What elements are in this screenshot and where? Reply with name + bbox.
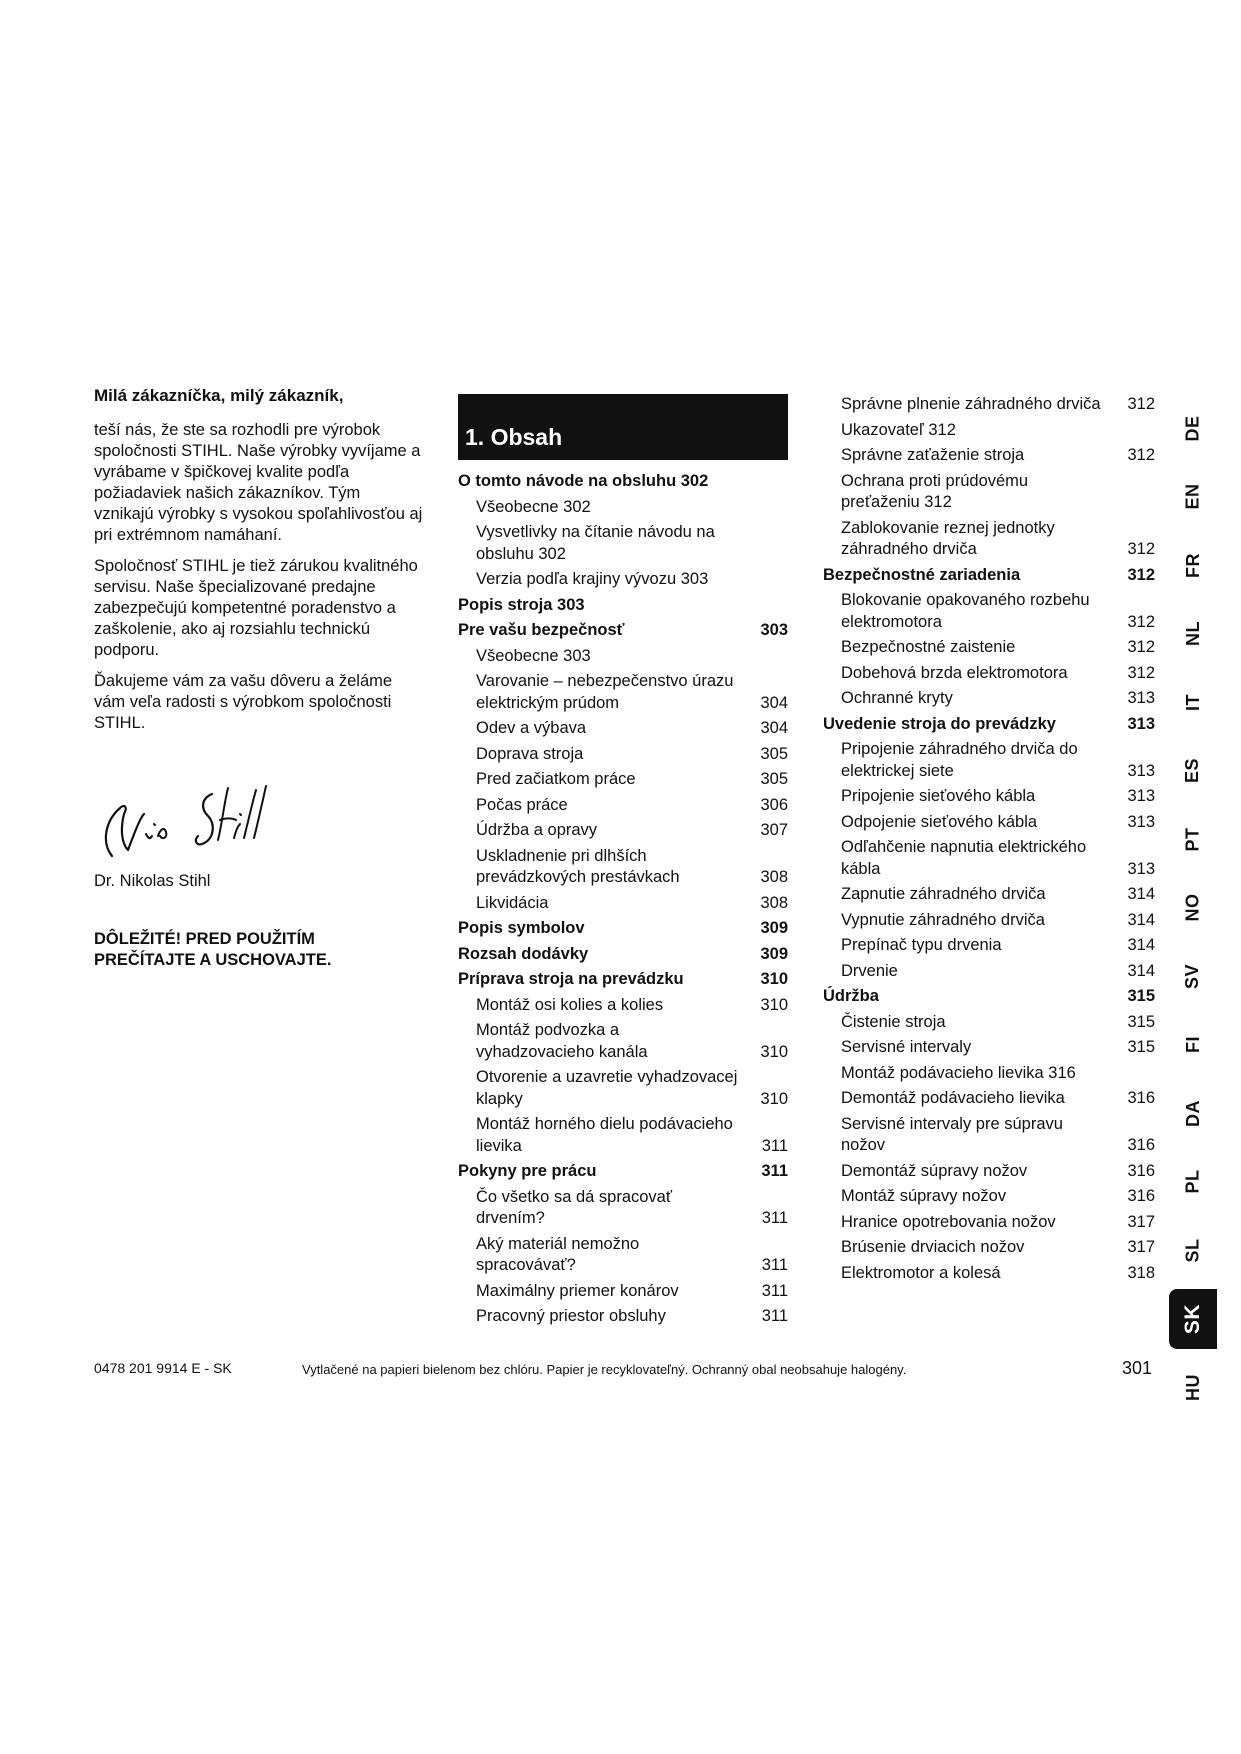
toc-entry [823, 445, 1155, 467]
language-tab-label: FR [1182, 552, 1203, 578]
toc-entry-title: Montáž podvozka a vyhadzovacieho kanála [476, 1021, 648, 1061]
toc-entry-title: Pokyny pre prácu [458, 1162, 597, 1180]
toc-entry [458, 969, 788, 991]
toc-entry [823, 812, 1155, 834]
language-tab-label: NO [1182, 893, 1203, 922]
toc-entry-page: 313 [1127, 787, 1155, 805]
toc-entry-title: Blokovanie opakovaného rozbehu elektromotora [841, 591, 1090, 631]
toc-entry-title: Prepínač typu drvenia [841, 936, 1002, 954]
toc-entry [823, 786, 1155, 808]
toc-entry-page: 307 [760, 821, 788, 839]
toc-entry-page: 316 [1127, 1089, 1155, 1107]
toc-entry [458, 1020, 788, 1063]
toc-entry-title: Zapnutie záhradného drviča [841, 885, 1046, 903]
toc-entry-title: Všeobecne 302 [476, 497, 591, 516]
important-notice: DÔLEŽITÉ! PRED POUŽITÍM PREČÍTAJTE A USCHOVAJTE. [94, 930, 332, 969]
toc-entry-page: 315 [1127, 1038, 1155, 1056]
toc-entry [823, 961, 1155, 983]
toc-entry [458, 671, 788, 714]
signature-image [94, 774, 294, 864]
toc-entry [823, 986, 1155, 1008]
toc-entry-title: Vysvetlivky na čítanie návodu na obsluhu 302 [476, 523, 715, 563]
toc-entry-page: 315 [1127, 1012, 1155, 1031]
toc-entry [823, 884, 1155, 906]
language-tab-label: IT [1182, 693, 1203, 711]
toc-entry-page: 313 [1127, 812, 1155, 831]
toc-entry-page: 312 [1127, 446, 1155, 464]
toc-entry [823, 739, 1155, 782]
toc-entry [823, 935, 1155, 957]
toc-entry [823, 1114, 1155, 1157]
toc-entry [458, 795, 788, 817]
toc-entry-title: Verzia podľa krajiny vývozu 303 [476, 570, 709, 588]
toc-entry-title: Vypnutie záhradného drviča [841, 910, 1045, 929]
toc-entry-page: 311 [761, 1162, 788, 1180]
toc-entry [458, 846, 788, 889]
language-tab-label: HU [1182, 1373, 1203, 1401]
toc-entry-title: Drvenie [841, 961, 898, 980]
toc-entry [823, 1063, 1155, 1085]
toc-entry [823, 1161, 1155, 1183]
toc-entry-title: Údržba [823, 987, 879, 1005]
toc-entry [823, 837, 1155, 880]
toc-entry [823, 688, 1155, 710]
toc-entry-title: Montáž osi kolies a kolies [476, 995, 664, 1014]
toc-entry-title: Ochranné kryty [841, 689, 953, 707]
toc-entry [823, 1263, 1155, 1285]
toc-entry [823, 394, 1155, 416]
toc-entry-page: 317 [1127, 1212, 1155, 1231]
toc-entry-title: Zablokovanie reznej jednotky záhradného drviča [841, 518, 1055, 558]
language-tab-en [1169, 467, 1217, 527]
toc-entry-page: 314 [1127, 885, 1155, 903]
toc-entry-page: 312 [1127, 638, 1155, 656]
toc-entry-title: Doprava stroja [476, 744, 584, 763]
toc-entry-title: Brúsenie drviacich nožov [841, 1238, 1025, 1256]
toc-entry [458, 646, 788, 668]
toc-entry [458, 744, 788, 766]
toc-entry-title: Bezpečnostné zariadenia [823, 565, 1021, 584]
toc-entry [823, 1186, 1155, 1208]
toc-entry-page: 313 [1127, 761, 1155, 780]
toc-entry-page: 312 [1127, 612, 1155, 631]
language-tab-de [1169, 398, 1217, 458]
toc-entry-title: Odpojenie sieťového kábla [841, 812, 1038, 831]
toc-entry-page: 316 [1127, 1161, 1155, 1180]
language-tab-pl [1169, 1152, 1217, 1212]
toc-entry-title: Servisné intervaly [841, 1038, 972, 1056]
toc-heading-box [458, 394, 788, 460]
toc-entry [458, 995, 788, 1017]
language-tab-hu [1169, 1357, 1217, 1417]
toc-entry-title: Uskladnenie pri dlhších prevádzkových prestávkach [476, 846, 680, 886]
toc-entry-page: 304 [760, 719, 788, 737]
toc-entry [823, 565, 1155, 587]
language-tab-label: FI [1182, 1036, 1203, 1053]
language-tab-label: SV [1182, 963, 1203, 989]
toc-entry-page: 313 [1127, 689, 1155, 707]
toc-entry-title: Uvedenie stroja do prevádzky [823, 714, 1056, 733]
toc-entry-title: Servisné intervaly pre súpravu nožov [841, 1114, 1063, 1154]
toc-entry-page: 311 [761, 1281, 788, 1300]
toc-entry-title: Bezpečnostné zaistenie [841, 638, 1016, 656]
toc-entry-page: 311 [761, 1136, 788, 1155]
toc-heading: 1. Obsah [465, 424, 563, 450]
toc-entry-page: 304 [760, 693, 788, 712]
toc-entry-title: Demontáž súpravy nožov [841, 1161, 1028, 1180]
toc-entry-title: Správne zaťaženie stroja [841, 446, 1025, 464]
toc-entry [458, 1161, 788, 1183]
toc-entry-title: Ochrana proti prúdovému preťaženiu 312 [841, 471, 1029, 511]
toc-entry-title: Demontáž podávacieho lievika [841, 1089, 1065, 1107]
toc-entry-title: Správne plnenie záhradného drviča [841, 395, 1101, 413]
toc-entry [458, 769, 788, 791]
language-tab-label: DA [1182, 1099, 1203, 1127]
toc-entry [458, 1281, 788, 1303]
toc-entry [458, 620, 788, 642]
toc-entry [823, 910, 1155, 932]
intro-paragraph: Ďakujeme vám za vašu dôveru a želáme vám veľa radosti s výrobkom spoločnosti STIHL. [94, 672, 393, 732]
toc-entry-title: Otvorenie a uzavretie vyhadzovacej klapky [476, 1068, 738, 1108]
toc-entry-title: Montáž súpravy nožov [841, 1187, 1007, 1205]
toc-entry-title: Popis stroja 303 [458, 595, 585, 614]
language-tab-label: SL [1182, 1237, 1203, 1263]
toc-entry-title: Aký materiál nemožno spracovávať? [476, 1234, 640, 1274]
toc-entry-title: Údržba a opravy [476, 821, 598, 839]
toc-entry-page: 310 [760, 970, 788, 988]
toc-entry-page: 316 [1127, 1136, 1155, 1154]
toc-entry-page: 316 [1127, 1187, 1155, 1205]
toc-entry [458, 893, 788, 915]
toc-entry [823, 1012, 1155, 1034]
toc-entry [823, 590, 1155, 633]
toc-entry [823, 1237, 1155, 1259]
toc-entry-title: Pre vašu bezpečnosť [458, 621, 625, 639]
toc-entry-title: Dobehová brzda elektromotora [841, 663, 1068, 682]
toc-entry-page: 309 [760, 944, 788, 963]
toc-entry-page: 311 [761, 1307, 788, 1325]
toc-entry [823, 1088, 1155, 1110]
toc-column-2 [823, 394, 1155, 1288]
toc-entry-page: 308 [760, 868, 788, 886]
intro-column [94, 386, 424, 971]
toc-entry-page: 309 [760, 919, 788, 937]
language-tab-it [1169, 672, 1217, 732]
toc-entry-title: Likvidácia [476, 893, 549, 912]
toc-entry [458, 522, 788, 565]
language-tab-da [1169, 1083, 1217, 1143]
toc-entry-page: 311 [761, 1256, 788, 1274]
toc-entry [823, 714, 1155, 736]
toc-entry [458, 1114, 788, 1157]
toc-entry [458, 1306, 788, 1328]
toc-entry [823, 637, 1155, 659]
greeting: Milá zákazníčka, milý zákazník, [94, 386, 344, 405]
toc-entry-page: 305 [760, 744, 788, 763]
language-tab-label: DE [1182, 414, 1203, 442]
language-tab-fr [1169, 535, 1217, 595]
toc-entry [823, 518, 1155, 561]
toc-entry [458, 569, 788, 591]
language-tab-sk [1169, 1289, 1217, 1349]
document-code: 0478 201 9914 E - SK [94, 1360, 232, 1376]
toc-entry-page: 312 [1127, 565, 1155, 584]
intro-paragraph: teší nás, že ste sa rozhodli pre výrobok spoločnosti STIHL. Naše výrobky vyvíjame a vyrábame v špičkovej kvalite podľa požiadaviek našich zákazníkov. Tým vznikajú výrobky s vysokou spoľahlivosťou aj pri extrémnom namáhaní. [94, 421, 423, 544]
language-tab-nl [1169, 604, 1217, 664]
toc-entry [458, 820, 788, 842]
toc-entry-page: 313 [1127, 714, 1155, 733]
toc-column-1 [458, 471, 788, 1332]
toc-entry-title: Hranice opotrebovania nožov [841, 1212, 1056, 1231]
toc-entry-page: 303 [760, 621, 788, 639]
footer-note: Vytlačené na papieri bielenom bez chlóru. Papier je recyklovateľný. Ochranný obal neobsahuje halogény. [302, 1362, 907, 1377]
toc-entry [458, 595, 788, 617]
toc-entry [823, 1212, 1155, 1234]
toc-entry-title: O tomto návode na obsluhu 302 [458, 472, 709, 490]
toc-entry-title: Elektromotor a kolesá [841, 1263, 1001, 1282]
toc-entry-page: 306 [760, 795, 788, 814]
toc-entry-title: Pracovný priestor obsluhy [476, 1307, 666, 1325]
toc-entry-title: Čistenie stroja [841, 1012, 946, 1031]
language-tab-label: PL [1182, 1169, 1203, 1194]
toc-entry-title: Maximálny priemer konárov [476, 1281, 679, 1300]
language-tab-fi [1169, 1015, 1217, 1075]
toc-entry [458, 1187, 788, 1230]
toc-entry-title: Popis symbolov [458, 919, 585, 937]
toc-entry-title: Pred začiatkom práce [476, 770, 636, 788]
toc-entry-page: 312 [1127, 395, 1155, 413]
toc-entry-page: 314 [1127, 936, 1155, 954]
toc-entry-page: 314 [1127, 910, 1155, 929]
toc-entry-page: 312 [1127, 663, 1155, 682]
toc-entry [458, 944, 788, 966]
toc-entry [458, 918, 788, 940]
toc-entry-title: Pripojenie záhradného drviča do elektrickej siete [841, 740, 1078, 780]
toc-entry-title: Všeobecne 303 [476, 646, 591, 665]
toc-entry-page: 315 [1127, 987, 1155, 1005]
language-tab-pt [1169, 809, 1217, 869]
language-tab-es [1169, 741, 1217, 801]
toc-entry-title: Varovanie – nebezpečenstvo úrazu elektrickým prúdom [476, 672, 734, 712]
toc-entry-page: 313 [1127, 859, 1155, 878]
language-tab-label: SK [1181, 1303, 1204, 1334]
toc-entry-page: 310 [760, 1089, 788, 1108]
toc-entry [458, 471, 788, 493]
toc-entry [823, 420, 1155, 442]
language-tab-label: NL [1182, 621, 1203, 646]
toc-entry [458, 718, 788, 740]
language-tab-sv [1169, 946, 1217, 1006]
toc-entry-title: Odev a výbava [476, 719, 587, 737]
page-number: 301 [1122, 1358, 1153, 1378]
toc-entry-page: 312 [1127, 540, 1155, 558]
language-tab-sl [1169, 1220, 1217, 1280]
toc-entry [458, 497, 788, 519]
toc-entry-title: Pripojenie sieťového kábla [841, 787, 1036, 805]
toc-entry-title: Montáž horného dielu podávacieho lievika [476, 1115, 733, 1155]
language-tabs [1169, 398, 1217, 1401]
toc-entry-title: Montáž podávacieho lievika 316 [841, 1063, 1076, 1082]
toc-entry-page: 310 [760, 1042, 788, 1061]
toc-entry-title: Rozsah dodávky [458, 944, 589, 963]
toc-entry [823, 663, 1155, 685]
language-tab-no [1169, 878, 1217, 938]
toc-entry-page: 317 [1127, 1238, 1155, 1256]
toc-entry-page: 310 [760, 995, 788, 1014]
toc-entry [823, 1037, 1155, 1059]
signature-name: Dr. Nikolas Stihl [94, 872, 211, 890]
toc-entry-title: Čo všetko sa dá spracovať drvením? [476, 1187, 673, 1227]
toc-entry-page: 318 [1127, 1263, 1155, 1282]
toc-entry-page: 305 [760, 770, 788, 788]
toc-entry-title: Odľahčenie napnutia elektrického kábla [841, 838, 1087, 878]
toc-entry-page: 311 [761, 1209, 788, 1227]
intro-paragraph: Spoločnosť STIHL je tiež zárukou kvalitného servisu. Naše špecializované predajne zabezpečujú kompetentné poradenstvo a zaškolenie, ako aj rozsiahlu technickú podporu. [94, 557, 418, 659]
toc-entry-page: 314 [1127, 961, 1155, 980]
toc-entry-page: 308 [760, 893, 788, 912]
language-tab-label: PT [1182, 826, 1203, 852]
toc-entry-title: Ukazovateľ 312 [841, 420, 956, 439]
toc-entry-title: Príprava stroja na prevádzku [458, 970, 684, 988]
language-tab-label: ES [1182, 757, 1203, 784]
toc-entry [823, 471, 1155, 514]
toc-entry-title: Počas práce [476, 795, 568, 814]
toc-entry [458, 1234, 788, 1277]
toc-entry [458, 1067, 788, 1110]
language-tab-label: EN [1182, 483, 1203, 510]
